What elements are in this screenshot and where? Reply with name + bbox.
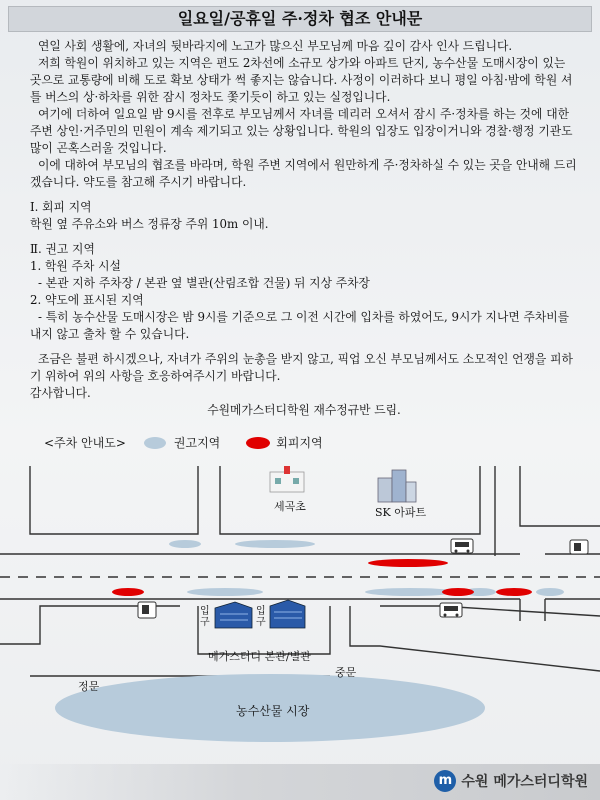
main-gate-label: 정문 — [78, 680, 100, 693]
legend-avoid-label: 회피지역 — [276, 436, 323, 450]
legend-title: <주차 안내도> — [44, 436, 126, 450]
bus-icon — [451, 539, 473, 553]
page-title: 일요일/공휴일 주·정차 협조 안내문 — [8, 6, 592, 32]
market-label: 농수산물 시장 — [236, 704, 310, 718]
entrance-label-2: 입구 — [256, 606, 266, 628]
apartment-label: SK 아파트 — [375, 506, 427, 519]
building-icon — [215, 602, 252, 628]
map-legend — [44, 434, 323, 451]
paragraph-complaints: 여기에 더하여 일요일 밤 9시를 전후로 부모님께서 자녀를 데리러 오셔서 잠시 주·정차를 하는 것에 대한 주변 상인·거주민의 민원이 계속 제기되고 있는 상황입니다. 학원의 입장도 입장이거니와 경찰·행정 기관도 많이 곤혹스러울 것입니다. — [30, 107, 573, 155]
academy-logo — [434, 770, 588, 792]
apartment-icon — [378, 470, 416, 502]
section-avoid-heading: Ⅰ. 회피 지역 — [30, 200, 92, 214]
academy-label: 메가스터디 본관/별관 — [208, 650, 311, 663]
entrance-label-1: 입구 — [200, 606, 210, 628]
parking-map — [0, 456, 600, 766]
middle-gate-label: 중문 — [335, 666, 357, 679]
recommend-swatch — [144, 437, 166, 449]
recommend-item-1-desc: - 본관 지하 주차장 / 본관 옆 별관(산림조합 건물) 뒤 지상 주차장 — [38, 276, 370, 290]
recommend-item-2-desc: - 특히 농수산물 도매시장은 밤 9시를 기준으로 그 이전 시간에 입차를 하였어도, 9시가 지나면 주차비를 내지 않고 출차 할 수 있습니다. — [30, 310, 570, 341]
school-label: 세곡초 — [274, 500, 306, 513]
school-icon — [270, 466, 304, 492]
paragraph-greeting: 연일 사회 생활에, 자녀의 뒷바라지에 노고가 많으신 부모님께 마음 깊이 감사 인사 드립니다. — [38, 39, 513, 53]
closing-paragraph: 조금은 불편 하시겠으나, 자녀가 주위의 눈총을 받지 않고, 픽업 오신 부모님께서도 소모적인 언쟁을 피하기 위하여 위의 사항을 호응하여주시기 바랍니다. — [30, 352, 573, 383]
notice-body — [30, 38, 578, 419]
thanks-text: 감사합니다. — [30, 386, 91, 400]
recommend-item-1: 1. 학원 주차 시설 — [30, 259, 121, 273]
building-icon — [270, 600, 305, 628]
gas-station-icon — [138, 602, 156, 618]
section-recommend-heading: Ⅱ. 권고 지역 — [30, 242, 95, 256]
signature: 수원메가스터디학원 재수정규반 드림. — [207, 403, 401, 417]
recommend-item-2: 2. 약도에 표시된 지역 — [30, 293, 144, 307]
legend-recommend-label: 권고지역 — [173, 436, 221, 450]
bus-icon — [440, 603, 462, 617]
footer — [0, 764, 600, 800]
logo-mark-icon: m — [434, 770, 456, 792]
paragraph-location: 저희 학원이 위치하고 있는 지역은 편도 2차선에 소규모 상가와 아파트 단지, 농수산물 도매시장이 있는 곳으로 교통량에 비해 도로 확보 상태가 썩 좋지는 않습니다. 사정이 이러하다 보니 평일 아침·밤에 학원 셔틀 버스의 상·하차를 위한 잠시 정차도 쫓기듯이 하고 있는 실정입니다. — [30, 56, 573, 104]
gas-station-icon — [570, 540, 588, 554]
paragraph-request: 이에 대하여 부모님의 협조를 바라며, 학원 주변 지역에서 원만하게 주·정차하실 수 있는 곳을 안내해 드리겠습니다. 약도를 참고해 주시기 바랍니다. — [30, 158, 577, 189]
avoid-swatch — [246, 437, 270, 449]
logo-text: 수원 메가스터디학원 — [461, 774, 588, 790]
section-avoid-text: 학원 옆 주유소와 버스 정류장 주위 10m 이내. — [30, 217, 269, 231]
